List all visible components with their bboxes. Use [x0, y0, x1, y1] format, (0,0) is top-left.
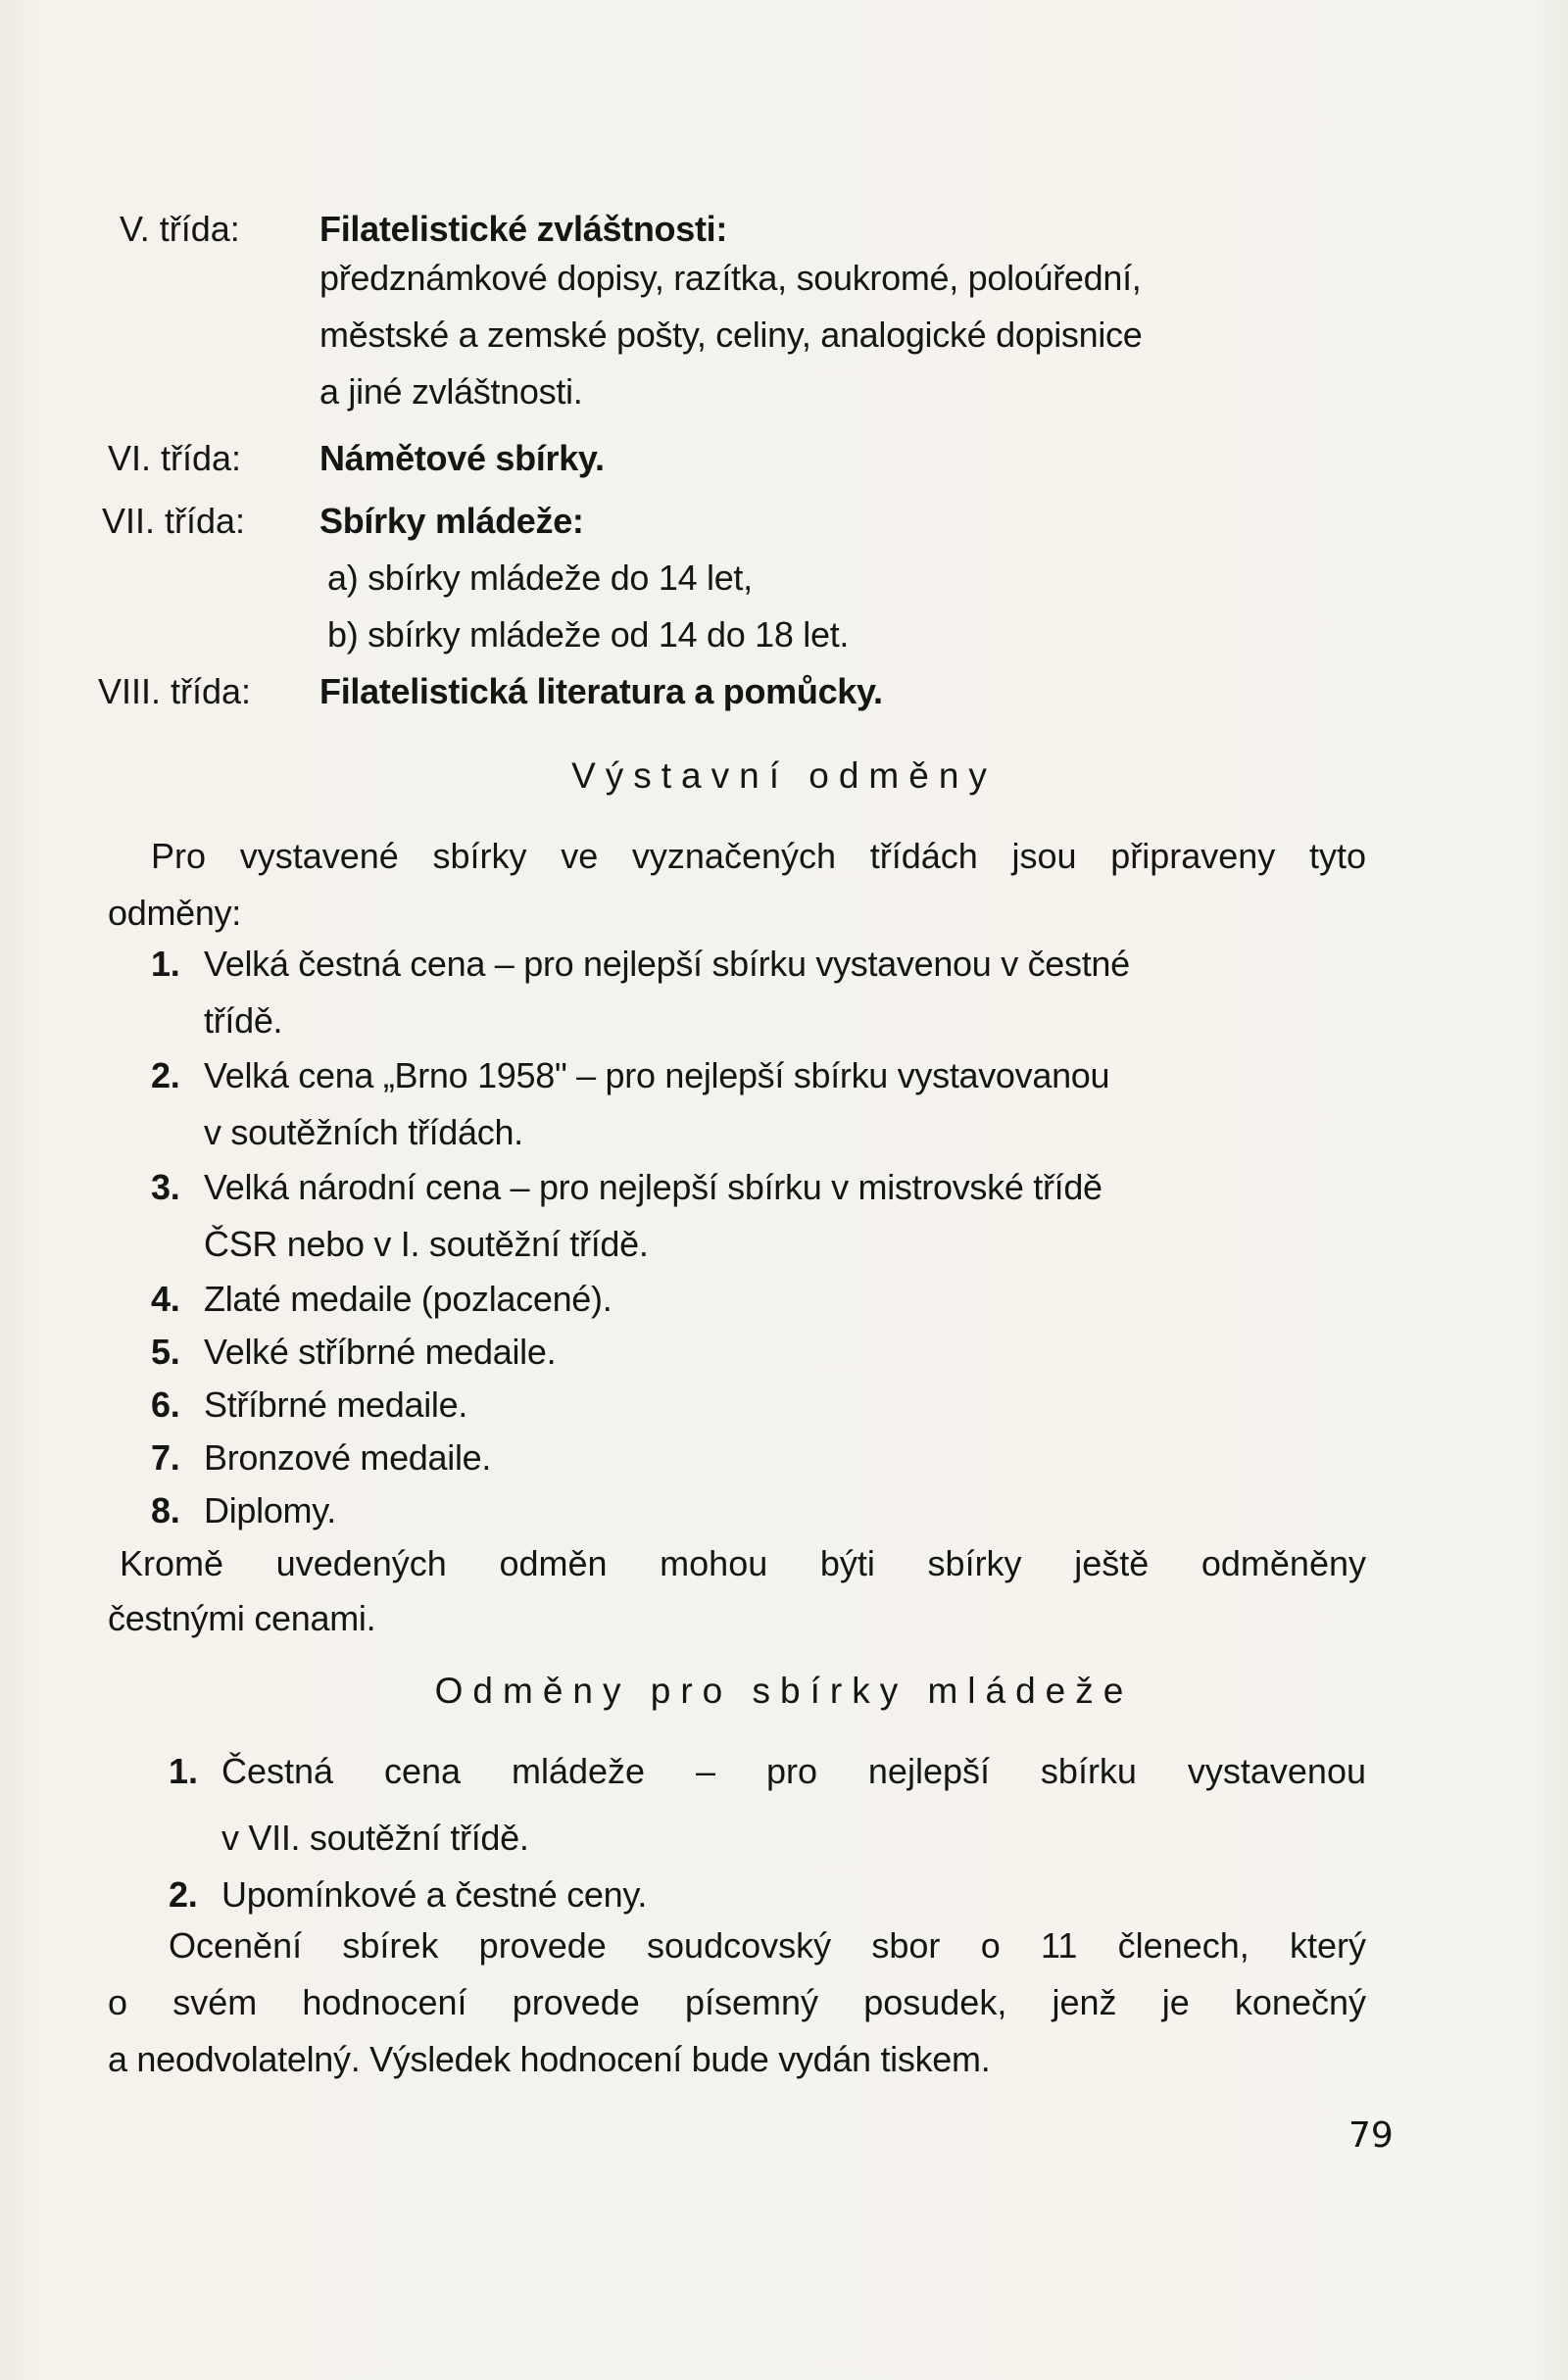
- award-text-continuation: ČSR nebo v I. soutěžní třídě.: [204, 1224, 649, 1264]
- class-label: V. třída:: [120, 209, 240, 249]
- page-number: 79: [1348, 2115, 1394, 2156]
- award-text: Čestná cena mládeže – pro nejlepší sbírku vystavenou: [221, 1751, 1366, 1791]
- class-title: Námětové sbírky.: [319, 438, 605, 478]
- youth-award-item: [169, 1750, 1366, 1793]
- class-title: Sbírky mládeže:: [319, 501, 584, 541]
- jury-paragraph: Ocenění sbírek provede soudcovský sbor o 11 členech, který: [169, 1925, 1366, 1966]
- award-number: 5.: [151, 1332, 180, 1372]
- class-subitem: a) sbírky mládeže do 14 let,: [327, 558, 753, 598]
- award-item: [151, 1384, 467, 1427]
- award-text-continuation: třídě.: [204, 1000, 283, 1041]
- award-number: 2.: [151, 1055, 180, 1095]
- award-text: Zlaté medaile (pozlacené).: [204, 1279, 612, 1319]
- award-number: 8.: [151, 1490, 180, 1530]
- award-item: [151, 1331, 556, 1374]
- class-subitem: b) sbírky mládeže od 14 do 18 let.: [327, 614, 850, 655]
- jury-paragraph: o svém hodnocení provede písemný posudek, jenž je konečný: [108, 1982, 1366, 2022]
- award-text: Velká cena „Brno 1958" – pro nejlepší sbírku vystavovanou: [204, 1055, 1110, 1095]
- award-text-continuation: v soutěžních třídách.: [204, 1112, 523, 1152]
- class-label: VI. třída:: [108, 438, 242, 478]
- award-item: [151, 943, 1130, 986]
- award-text-continuation: v VII. soutěžní třídě.: [221, 1818, 529, 1858]
- awards-intro: Pro vystavené sbírky ve vyznačených třídách jsou připraveny tyto: [151, 836, 1366, 876]
- award-number: 4.: [151, 1279, 180, 1319]
- award-number: 1.: [169, 1751, 199, 1791]
- section-heading-awards: Výstavní odměny: [571, 755, 997, 796]
- award-item: [151, 1166, 1102, 1209]
- award-number: 1.: [151, 944, 180, 984]
- jury-paragraph: a neodvolatelný. Výsledek hodnocení bude vydán tiskem.: [108, 2039, 991, 2079]
- award-number: 6.: [151, 1384, 180, 1425]
- class-title: Filatelistické zvláštnosti:: [319, 209, 728, 249]
- class-description-line: městské a zemské pošty, celiny, analogické dopisnice: [319, 315, 1143, 355]
- award-text: Velké stříbrné medaile.: [204, 1332, 557, 1372]
- class-description-line: a jiné zvláštnosti.: [319, 371, 583, 412]
- award-text: Upomínkové a čestné ceny.: [221, 1874, 648, 1915]
- awards-intro: odměny:: [108, 893, 241, 933]
- award-text: Velká čestná cena – pro nejlepší sbírku vystavenou v čestné: [204, 944, 1130, 984]
- award-item: [151, 1436, 491, 1480]
- award-text: Stříbrné medaile.: [204, 1384, 468, 1425]
- award-number: 2.: [169, 1874, 198, 1915]
- award-text: Velká národní cena – pro nejlepší sbírku v mistrovské třídě: [204, 1167, 1102, 1207]
- youth-award-item: [169, 1873, 647, 1917]
- section-heading-youth: Odměny pro sbírky mládeže: [434, 1671, 1134, 1711]
- awards-closing: čestnými cenami.: [108, 1598, 376, 1638]
- award-item: [151, 1489, 336, 1532]
- class-title: Filatelistická literatura a pomůcky.: [319, 671, 883, 711]
- award-text: Diplomy.: [204, 1490, 336, 1530]
- award-number: 7.: [151, 1437, 180, 1478]
- award-item: [151, 1054, 1109, 1097]
- award-item: [151, 1278, 612, 1321]
- awards-closing: Kromě uvedených odměn mohou býti sbírky ještě odměněny: [120, 1543, 1366, 1583]
- class-label: VII. třída:: [102, 501, 246, 541]
- class-label: VIII. třída:: [98, 671, 252, 711]
- award-text: Bronzové medaile.: [204, 1437, 492, 1478]
- award-number: 3.: [151, 1167, 180, 1207]
- class-description-line: předznámkové dopisy, razítka, soukromé, poloúřední,: [319, 258, 1142, 298]
